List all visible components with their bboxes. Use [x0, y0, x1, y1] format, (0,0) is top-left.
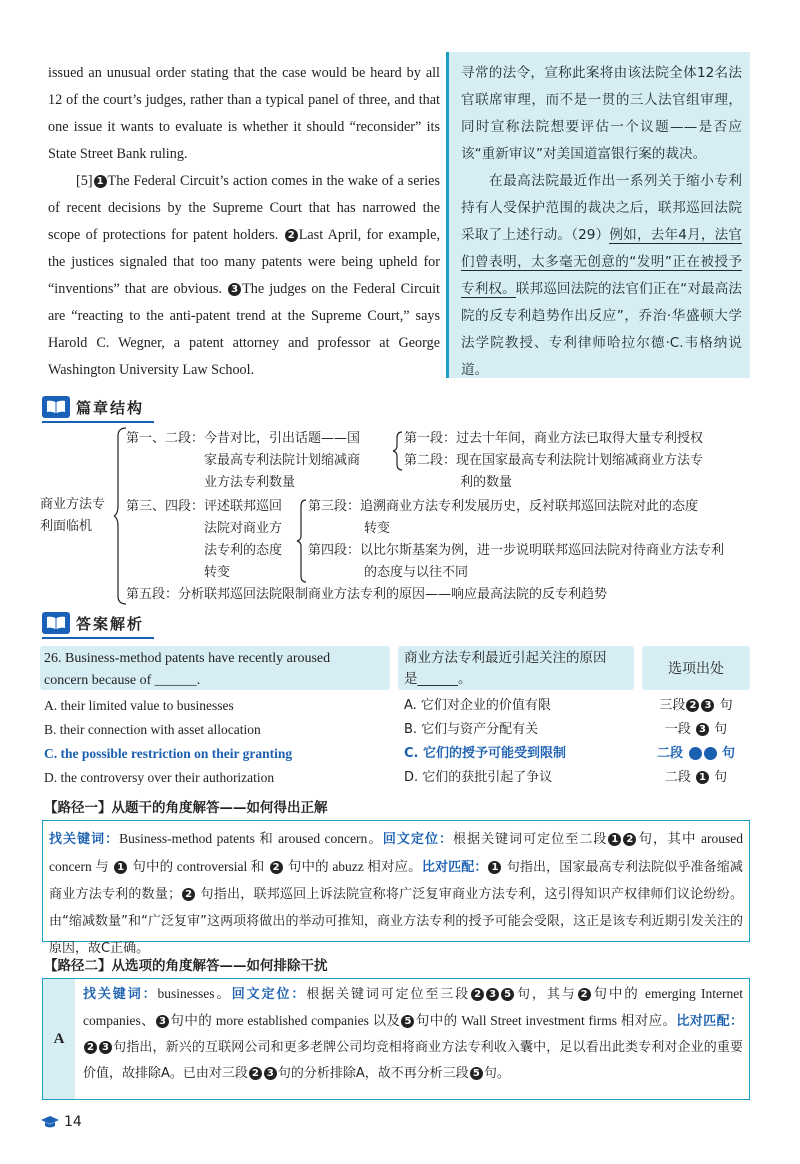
locate-text: 根据关键词可定位至二段 [453, 832, 608, 847]
sentence-marker: 3 [156, 1015, 169, 1028]
sentence-marker: 3 [264, 1067, 277, 1080]
src-text: 句 [722, 746, 736, 761]
paragraph-1-summary: 第一段：过去十年间，商业方法已取得大量专利授权 [404, 431, 704, 446]
branch-3: 第五段：分析联邦巡回法院限制商业方法专利的原因——响应最高法院的反专利趋势 [126, 587, 608, 602]
keywords-text: Business-method patents 和 aroused concern。 [119, 831, 383, 846]
source-b [656, 718, 736, 742]
english-passage [48, 60, 440, 384]
label-locate: 回文定位： [231, 987, 307, 1002]
summary-line: 第四段：以比尔斯基案为例，进一步说明联邦巡回法院对待商业方法专利 [308, 543, 725, 558]
sentence-marker: 2 [578, 988, 591, 1001]
option-d-en: D. the controversy over their authorization [44, 770, 275, 785]
sentence-marker-3: 3 [228, 283, 241, 296]
label-match: 比对匹配： [676, 1014, 743, 1029]
sentence-1: The Federal Circuit’s action comes in the wake of a series of recent decisions by the Supreme Court that has narrowed the scope of protections for patent holders. [48, 173, 440, 243]
label-match: 比对匹配： [421, 860, 488, 875]
branch-1-line-3: 业方法专利数量 [204, 475, 296, 490]
locate-text: 句中的 abuzz 相对应。 [287, 859, 422, 874]
sentence-marker: 5 [470, 1067, 483, 1080]
stem-zh-line-2: 是______。 [404, 671, 472, 687]
path-2-text [83, 981, 743, 1087]
locate-text: 句中的 emerging Internet companies、 [83, 986, 743, 1028]
paragraph-2-summary [404, 450, 703, 494]
source-a [656, 694, 736, 718]
sentence-marker: 2 [471, 988, 484, 1001]
src-text: 句 [714, 722, 728, 737]
summary-line: 转变 [364, 521, 391, 536]
structure-root: 商业方法专利面临机 [40, 497, 106, 534]
section-header-structure [42, 394, 242, 420]
match-text: 句的分析排除A，故不再分析三段 [277, 1066, 469, 1081]
source-header: 选项出处 [642, 646, 750, 690]
sentence-marker: 2 [84, 1041, 97, 1054]
src-text: 句 [714, 770, 728, 785]
sentence-marker-1: 1 [94, 175, 107, 188]
section-underline [42, 637, 154, 639]
sentence-marker: 2 [270, 861, 283, 874]
page-number: 14 [64, 1114, 82, 1130]
options-zh [404, 694, 566, 790]
sentence-marker: 1 [114, 861, 127, 874]
locate-text: 句，其与 [515, 987, 577, 1002]
branch-2-line-1: 第三、四段：评述联邦巡回 [126, 499, 283, 514]
chinese-sentence: 在最高法院最近作出一系列关于缩小专利持有人受保护范围的裁决之后，联邦巡回法院采取了上述行动。（29） [461, 173, 742, 243]
section-title: 篇章结构 [76, 398, 145, 417]
source-c [656, 742, 736, 766]
sentence-marker: 2 [686, 699, 699, 712]
sentence-marker-2: 2 [285, 229, 298, 242]
match-text: 句指出，新兴的互联网公司和更多老牌公司均竞相将商业方法专利收入囊中，足以看出此类专利对企业的重要价值，故排除A。已由对三段 [83, 1040, 743, 1081]
sub-brace-2 [296, 498, 308, 584]
sentence-marker: 5 [401, 1015, 414, 1028]
section-underline [42, 421, 154, 423]
chinese-sentence: 联邦巡回法院的法官们正在“对最高法院的反专利趋势作出反应”，乔治·华盛顿大学法学院教授、专利律师哈拉尔德·C.韦格纳说道。 [461, 281, 743, 378]
branch-2 [126, 496, 282, 584]
page-footer [40, 1114, 82, 1130]
cap-icon [40, 1115, 60, 1129]
sentence-marker: 3 [696, 723, 709, 736]
src-text: 二段 [656, 746, 683, 761]
paragraph-number: [5] [76, 173, 93, 189]
locate-text: 句中的 controversial 和 [132, 859, 265, 874]
match-text: 句指出，联邦巡回上诉法院宣称将广泛复审商业方法专利，这引得知识产权律师们议论纷纷。由“缩减数量”和“广泛复审”这两项将做出的举动可推知，商业方法专利的授予可能会受限，这正是该专利近期引发关注的原因，故C正确。 [49, 887, 743, 956]
source-d [656, 766, 736, 790]
underlined-sentence: 例如，去年4月，法官们曾表明，太多毫无创意的“发明”正在被授予专利权。 [461, 227, 743, 297]
branch-2-line-2: 法院对商业方 [204, 521, 283, 536]
label-keywords: 找关键词： [83, 987, 158, 1002]
option-b-en: B. their connection with asset allocation [44, 722, 261, 737]
sentence-2: Last April, for example, the justices signaled that too many patents were being upheld for “inventions” that are obvious. [48, 227, 440, 297]
option-c-zh: C. 它们的授予可能受到限制 [404, 746, 567, 761]
chinese-paragraph-1: 寻常的法令，宣称此案将由该法院全体12名法官联席审理，而不是一贯的三人法官组审理，同时宣称法院想要评估一个议题——是否应该“重新审议”对美国道富银行案的裁决。 [461, 65, 742, 162]
sentence-marker: 1 [608, 833, 621, 846]
path-1-title: 【路径一】从题干的角度解答——如何得出正解 [44, 800, 328, 816]
option-d-zh: D. 它们的获批引起了争议 [404, 770, 553, 785]
sentence-marker: 1 [696, 771, 709, 784]
option-c-en: C. the possible restriction on their granting [44, 746, 293, 761]
branch-2-line-3: 法专利的态度 [204, 543, 283, 558]
src-text: 二段 [664, 770, 691, 785]
sentence-marker: 1 [488, 861, 501, 874]
match-text: 句。 [483, 1066, 510, 1081]
label-locate: 回文定位： [382, 832, 454, 847]
sentence-3: The judges on the Federal Circuit are “reacting to the anti-patent trend at the Supreme Court,” says Harold C. Wegner, a patent attorney and professor at George Washington University Law School. [48, 281, 440, 378]
branch-2-line-4: 转变 [204, 565, 231, 580]
option-label: A [43, 979, 75, 1099]
english-paragraph-4-end: issued an unusual order stating that the case would be heard by all 12 of the court’s judges, rather than a typical panel of three, and that one issue it wants to evaluate is whether it should “reconsider” its State Street Bank ruling. [48, 65, 440, 162]
path-1-box [42, 820, 750, 956]
sentence-marker: 2 [249, 1067, 262, 1080]
summary-line: 利的数量 [460, 475, 513, 490]
summary-line: 的态度与以往不同 [364, 565, 469, 580]
section-title: 答案解析 [76, 614, 145, 633]
structure-diagram [40, 426, 760, 606]
label-keywords: 找关键词： [49, 832, 120, 847]
english-paragraph-5 [48, 168, 440, 384]
sentence-marker: 3 [486, 988, 499, 1001]
sentence-marker: 3 [99, 1041, 112, 1054]
sentence-marker: 3 [701, 699, 714, 712]
question-stem-en [40, 646, 390, 690]
sentence-marker: 2 [182, 888, 195, 901]
option-b-zh: B. 它们与资产分配有关 [404, 722, 539, 737]
summary-line: 第二段：现在国家最高专利法院计划缩减商业方法专 [404, 453, 704, 468]
path-2-title: 【路径二】从选项的角度解答——如何排除干扰 [44, 958, 328, 974]
locate-text: 根据关键词可定位至三段 [306, 987, 471, 1002]
book-icon [42, 396, 70, 418]
question-stem-zh [398, 646, 634, 690]
sentence-marker: 5 [501, 988, 514, 1001]
path-2-box [42, 978, 750, 1100]
option-a-en: A. their limited value to businesses [44, 698, 234, 713]
branch-1-line-2: 家最高专利法院计划缩减商 [204, 453, 361, 468]
match-text: 句指出，国家最高专利法院似乎准备缩减商业方法专利的数量； [49, 860, 743, 902]
keywords-text: businesses。 [157, 986, 232, 1001]
section-header-answer [42, 610, 242, 636]
locate-text: 句中的 Wall Street investment firms 相对应。 [415, 1013, 677, 1028]
sub-brace-1 [392, 430, 404, 472]
branch-1 [126, 428, 360, 494]
option-sources [656, 694, 736, 790]
src-text: 一段 [664, 722, 691, 737]
branch-1-line-1: 第一、二段：今昔对比，引出话题——国 [126, 431, 361, 446]
src-text: 句 [719, 698, 733, 713]
option-a-zh: A. 它们对企业的价值有限 [404, 698, 551, 713]
sentence-marker: 2 [704, 747, 717, 760]
stem-line-2: concern because of ______. [44, 673, 201, 688]
chinese-translation-box [446, 52, 750, 378]
stem-line-1: 26. Business-method patents have recently aroused [44, 651, 331, 666]
sentence-marker: 1 [689, 747, 702, 760]
chinese-paragraph-2 [461, 168, 742, 384]
sentence-marker: 2 [623, 833, 636, 846]
book-icon [42, 612, 70, 634]
paragraph-4-summary [308, 540, 724, 584]
summary-line: 第三段：追溯商业方法专利发展历史，反衬联邦巡回法院对此的态度 [308, 499, 699, 514]
locate-text: 句中的 more established companies 以及 [170, 1013, 401, 1028]
locate-text: 句，其中 aroused concern 与 [49, 831, 743, 874]
stem-zh-line-1: 商业方法专利最近引起关注的原因 [404, 650, 607, 666]
paragraph-3-summary [308, 496, 698, 540]
src-text: 三段 [659, 698, 686, 713]
options-en [44, 694, 292, 790]
